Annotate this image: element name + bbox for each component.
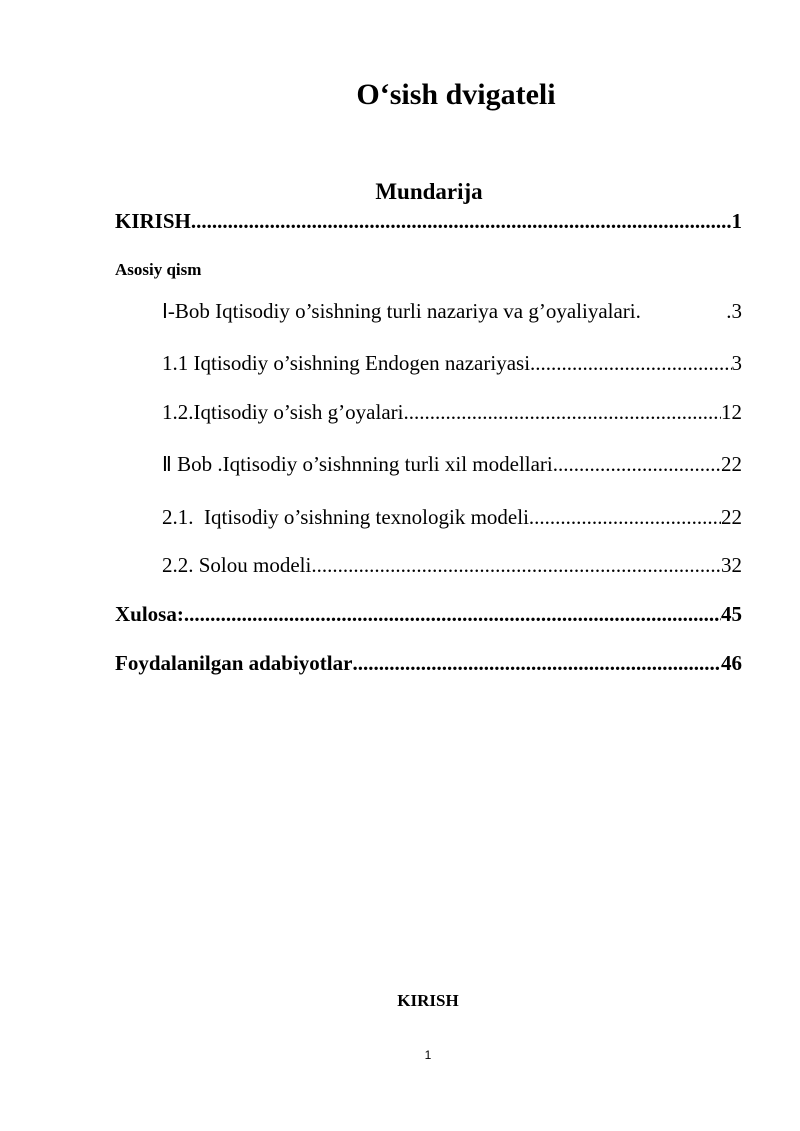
toc-leader-dots — [191, 209, 732, 234]
toc-leader-dots — [184, 602, 721, 627]
roman-numeral: Ⅰ — [162, 299, 168, 323]
toc-entry-label: 2.2. Solou modeli — [162, 553, 312, 577]
toc-entry-text: Bob .Iqtisodiy o’sishnning turli xil modellari — [171, 452, 553, 476]
toc-entry-section-1-2[interactable] — [162, 400, 742, 425]
page-number: 1 — [424, 1048, 432, 1062]
toc-entry-label — [162, 452, 553, 477]
toc-leader-dots — [529, 505, 721, 530]
toc-entry-page: 3 — [731, 351, 742, 375]
toc-entry-kirish[interactable] — [115, 209, 742, 234]
toc-entry-text: -Bob Iqtisodiy o’sishning turli nazariya va g’oyaliyalari. — [167, 299, 641, 323]
toc-entry-section-1-1[interactable] — [162, 351, 742, 376]
document-title: O‘sish dvigateli — [356, 78, 556, 111]
toc-entry-page: 12 — [721, 400, 742, 424]
toc-entry-label: 2.1. Iqtisodiy o’sishning texnologik modeli — [162, 505, 529, 529]
intro-heading: KIRISH — [397, 991, 459, 1010]
toc-entry-page: 45 — [721, 602, 742, 626]
toc-entry-page: 32 — [721, 553, 742, 577]
toc-heading: Mundarija — [375, 179, 483, 204]
toc-leader-dots — [403, 400, 721, 425]
toc-leader-dots — [553, 452, 721, 477]
toc-entry-adabiyotlar[interactable] — [115, 651, 742, 676]
toc-entry-page: 22 — [721, 505, 742, 529]
toc-entry-page: 1 — [731, 209, 742, 233]
toc-entry-chapter-2[interactable] — [162, 452, 742, 477]
toc-leader-dots — [352, 651, 721, 676]
toc-entry-page: .3 — [726, 299, 742, 323]
toc-leader-dots — [311, 553, 721, 578]
toc-leader-dots — [530, 351, 731, 376]
toc-entry-label: 1.2.Iqtisodiy o’sish g’oyalari — [162, 400, 404, 424]
toc-entry-xulosa[interactable] — [115, 602, 742, 627]
toc-entry-page: 22 — [721, 452, 742, 476]
toc-entry-label: Foydalanilgan adabiyotlar — [115, 651, 353, 675]
toc-entry-label: KIRISH — [115, 209, 191, 233]
toc-entry-chapter-1[interactable] — [162, 299, 742, 324]
section-label: Asosiy qism — [115, 260, 202, 279]
toc-entry-label: 1.1 Iqtisodiy o’sishning Endogen nazariyasi — [162, 351, 531, 375]
toc-entry-section-2-1[interactable] — [162, 505, 742, 530]
roman-numeral: Ⅱ — [162, 452, 172, 476]
toc-entry-label: Xulosa: — [115, 602, 184, 626]
toc-entry-section-2-2[interactable] — [162, 553, 742, 578]
toc-entry-page: 46 — [721, 651, 742, 675]
toc-entry-label — [162, 299, 641, 324]
